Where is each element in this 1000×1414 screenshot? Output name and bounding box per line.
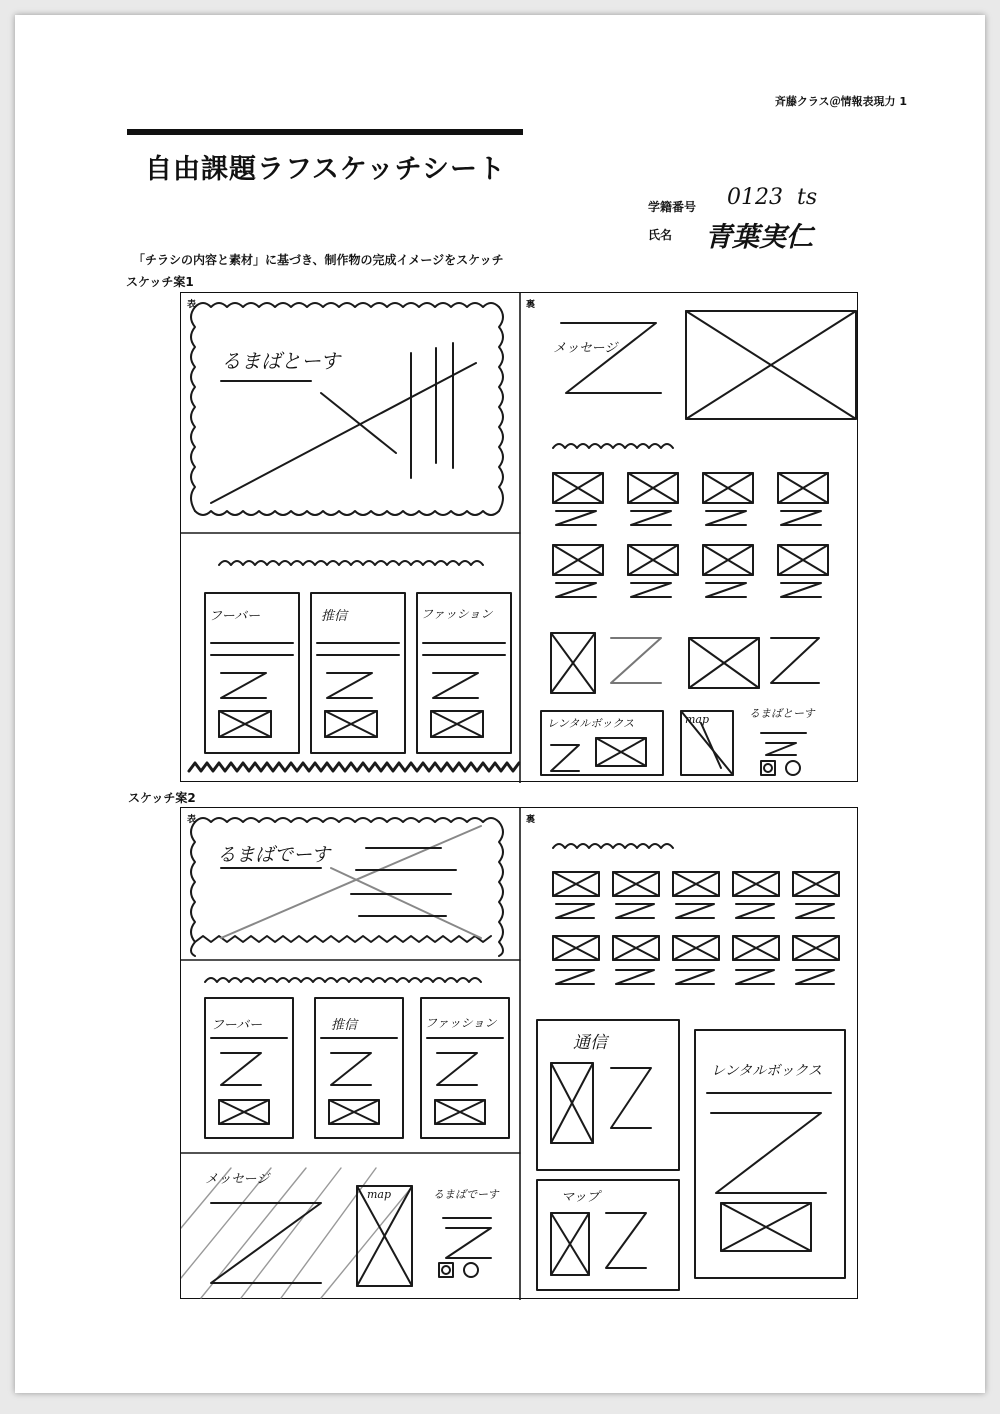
title-rule — [127, 129, 523, 135]
sketch1-main-heading: るまばとーす — [221, 349, 340, 373]
sketch2-card3-label: ファッション — [425, 1016, 497, 1030]
sketch2-message-label: メッセージ — [205, 1172, 270, 1187]
sketch1-back-label: 裏 — [526, 300, 536, 310]
sketch2-drawing — [181, 808, 859, 1300]
sketch2-card2-label: 推信 — [331, 1018, 358, 1033]
sketch2-main-heading: るまばでーす — [217, 844, 331, 866]
sketch1-card1-label: フーバー — [209, 609, 260, 624]
sketch1-label: スケッチ案1 — [126, 275, 194, 289]
sketch2-name-label: るまばでーす — [433, 1188, 499, 1201]
sketch2-map-label: map — [367, 1188, 392, 1201]
class-label: 斉藤クラス＠情報表現力 1 — [774, 95, 907, 108]
sketch2-rental-label: レンタルボックス — [711, 1063, 822, 1079]
sketch2-back-label: 裏 — [526, 815, 536, 825]
sketch2-card1-label: フーバー — [211, 1018, 262, 1033]
sketch-sheet — [15, 15, 985, 1393]
sketch1-panel — [180, 292, 858, 782]
sketch2-map-kana-label: マップ — [561, 1190, 600, 1205]
sketch2-label: スケッチ案2 — [128, 791, 196, 805]
page-title: 自由課題ラフスケッチシート — [145, 154, 507, 185]
sketch2-front-label: 表 — [187, 815, 197, 825]
sketch2-panel — [180, 807, 858, 1299]
sketch1-rental-label: レンタルボックス — [547, 717, 635, 730]
sketch1-card2-label: 推信 — [321, 609, 348, 624]
sketch1-map-label: map — [685, 713, 710, 726]
student-id-label: 学籍番号 — [648, 200, 697, 214]
sketch1-message-label: メッセージ — [553, 341, 618, 356]
sketch1-card3-label: ファッション — [421, 607, 493, 621]
name-value: 青葉実仁 — [705, 222, 813, 253]
name-label: 氏名 — [648, 228, 673, 242]
student-id-value: 0123 ts — [727, 185, 818, 210]
sketch1-name-label: るまばとーす — [749, 707, 815, 720]
sketch2-tsushin-label: 通信 — [573, 1033, 607, 1053]
sketch1-front-label: 表 — [187, 300, 197, 310]
instructions: 「チラシの内容と素材」に基づき、制作物の完成イメージをスケッチ — [133, 253, 504, 267]
